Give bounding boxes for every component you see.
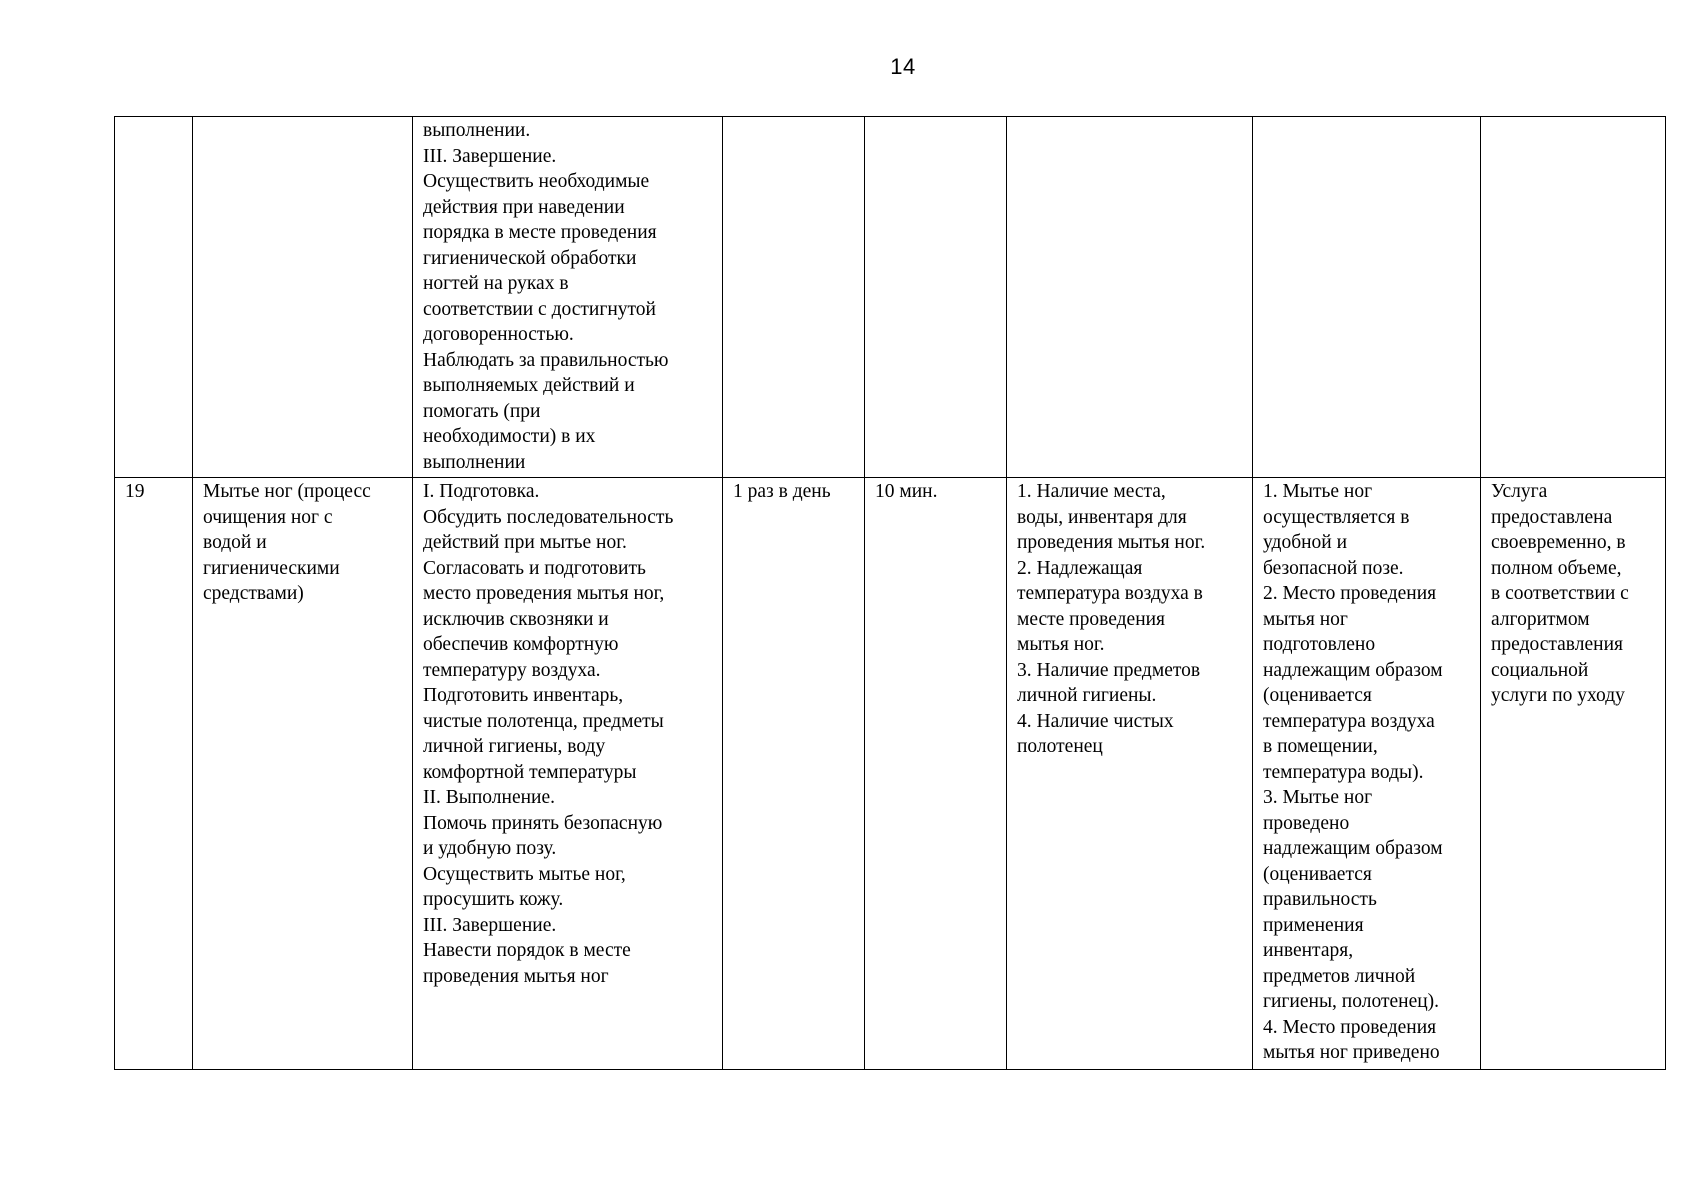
cell-text-line: полном объеме, (1491, 557, 1622, 579)
cell-text-line: соответствии с достигнутой (423, 298, 656, 320)
cell-text-line: надлежащим образом (1263, 659, 1443, 681)
cell-text-line: обеспечив комфортную (423, 634, 619, 655)
cell-text-line: Наблюдать за правильностью (423, 349, 669, 371)
cell-text-line: Подготовить инвентарь, (423, 685, 624, 706)
cell-text-line: 2. Место проведения (1263, 583, 1437, 604)
cell-text-line: исключив сквозняки и (423, 608, 609, 630)
cell-text-line: инвентаря, (1263, 940, 1354, 961)
cell-text-line: (оценивается (1263, 685, 1372, 706)
cell-text-line: Осуществить мытье ног, (423, 863, 626, 885)
cell-text-line: температура воздуха (1263, 710, 1435, 732)
table-row (115, 117, 1666, 478)
cell-text-line: водой и (203, 532, 267, 553)
cell-text-line: удобной и (1263, 532, 1348, 553)
cell-text-line: надлежащим образом (1263, 838, 1443, 859)
cell-text-line: мытья ног. (1017, 634, 1105, 655)
cell-quality-indicators (1253, 478, 1481, 1070)
cell-text-line: действий при мытье ног. (423, 532, 627, 553)
cell-text-line: алгоритмом (1491, 608, 1590, 630)
cell-text-line: личной гигиены, воду (423, 736, 606, 757)
cell-text-line: гигиенической обработки (423, 247, 637, 269)
cell-text-line: в помещении, (1263, 736, 1378, 757)
cell-text-line: 2. Надлежащая (1017, 557, 1143, 579)
cell-text-line: мытья ног (1263, 608, 1348, 630)
cell-text-line: 3. Наличие предметов (1017, 659, 1201, 681)
cell-text-line: III. Завершение. (423, 145, 557, 167)
cell-text-line: чистые полотенца, предметы (423, 710, 664, 732)
cell-text-line: воды, инвентаря для (1017, 506, 1187, 528)
cell-text-line: 4. Место проведения (1263, 1016, 1437, 1038)
cell-service-content (413, 117, 723, 478)
cell-text-line: применения (1263, 914, 1364, 936)
cell-text-line: средствами) (203, 583, 304, 604)
cell-text-line: Навести порядок в месте (423, 940, 631, 961)
cell-text-line: очищения ног с (203, 506, 333, 528)
cell-text-line: личной гигиены. (1017, 685, 1157, 706)
cell-text-line: 1. Мытье ног (1263, 481, 1373, 502)
cell-service-name (193, 478, 413, 1070)
cell-conditions (1007, 117, 1253, 478)
cell-text-line: правильность (1263, 889, 1377, 910)
cell-text-line: выполняемых действий и (423, 375, 635, 396)
cell-text-line: 10 мин. (875, 481, 938, 502)
cell-text-line: действия при наведении (423, 196, 625, 218)
cell-text-line: Помочь принять безопасную (423, 812, 663, 834)
cell-text-line: температура воздуха в (1017, 583, 1203, 604)
cell-text-line: проведения мытья ног (423, 965, 609, 987)
cell-text-line: подготовлено (1263, 634, 1376, 655)
cell-text-line: Согласовать и подготовить (423, 557, 646, 579)
cell-text-line: 3. Мытье ног (1263, 787, 1373, 808)
cell-text-line: (оценивается (1263, 863, 1372, 885)
cell-text-line: необходимости) в их (423, 426, 596, 447)
cell-text-line: в соответствии с (1491, 583, 1629, 604)
services-table (114, 116, 1666, 1070)
cell-text-line: Мытье ног (процесс (203, 481, 371, 502)
cell-number (115, 478, 193, 1070)
cell-text-line: Услуга (1491, 481, 1548, 502)
cell-text-line: I. Подготовка. (423, 481, 540, 502)
cell-text-line: II. Выполнение. (423, 787, 555, 808)
cell-text-line: предоставлена (1491, 506, 1613, 528)
cell-text-line: месте проведения (1017, 608, 1166, 630)
cell-text-line: порядка в месте проведения (423, 222, 657, 243)
cell-text-line: гигиеническими (203, 557, 340, 579)
cell-number (115, 117, 193, 478)
cell-text-line: температуру воздуха. (423, 659, 601, 681)
cell-text-line: выполнении (423, 451, 526, 473)
cell-text-line: выполнении. (423, 120, 531, 141)
cell-text-line: температура воды). (1263, 761, 1424, 783)
cell-text-line: полотенец (1017, 736, 1103, 757)
cell-text-line: 4. Наличие чистых (1017, 710, 1174, 732)
cell-text-line: ногтей на руках в (423, 273, 569, 294)
cell-text-line: помогать (при (423, 400, 541, 422)
cell-text-line: Обсудить последовательность (423, 506, 674, 528)
cell-text-line: договоренностью. (423, 324, 574, 345)
cell-text-line: просушить кожу. (423, 889, 564, 910)
cell-text-line: проведено (1263, 812, 1350, 834)
cell-result-assessment (1481, 117, 1666, 478)
cell-frequency (723, 117, 865, 478)
cell-quality-indicators (1253, 117, 1481, 478)
cell-text-line: своевременно, в (1491, 532, 1626, 553)
cell-text-line: осуществляется в (1263, 506, 1410, 528)
cell-text-line: проведения мытья ног. (1017, 532, 1206, 553)
cell-text-line: гигиены, полотенец). (1263, 991, 1440, 1012)
cell-text-line: социальной (1491, 659, 1589, 681)
cell-text-line: 1. Наличие места, (1017, 481, 1166, 502)
page-number: 14 (890, 54, 916, 79)
cell-text-line: комфортной температуры (423, 761, 637, 783)
cell-text-line: 1 раз в день (733, 481, 831, 502)
cell-text-line: место проведения мытья ног, (423, 583, 665, 604)
cell-service-name (193, 117, 413, 478)
cell-duration (865, 117, 1007, 478)
cell-text-line: услуги по уходу (1491, 685, 1625, 706)
cell-conditions (1007, 478, 1253, 1070)
cell-result-assessment (1481, 478, 1666, 1070)
cell-frequency (723, 478, 865, 1070)
cell-service-content (413, 478, 723, 1070)
cell-text-line: предметов личной (1263, 965, 1416, 987)
cell-text-line: безопасной позе. (1263, 557, 1404, 579)
cell-text-line: предоставления (1491, 634, 1623, 655)
cell-text-line: III. Завершение. (423, 914, 557, 936)
table-row (115, 478, 1666, 1070)
cell-duration (865, 478, 1007, 1070)
cell-text-line: 19 (125, 481, 145, 502)
cell-text-line: и удобную позу. (423, 838, 557, 859)
cell-text-line: мытья ног приведено (1263, 1042, 1440, 1063)
cell-text-line: Осуществить необходимые (423, 171, 650, 192)
